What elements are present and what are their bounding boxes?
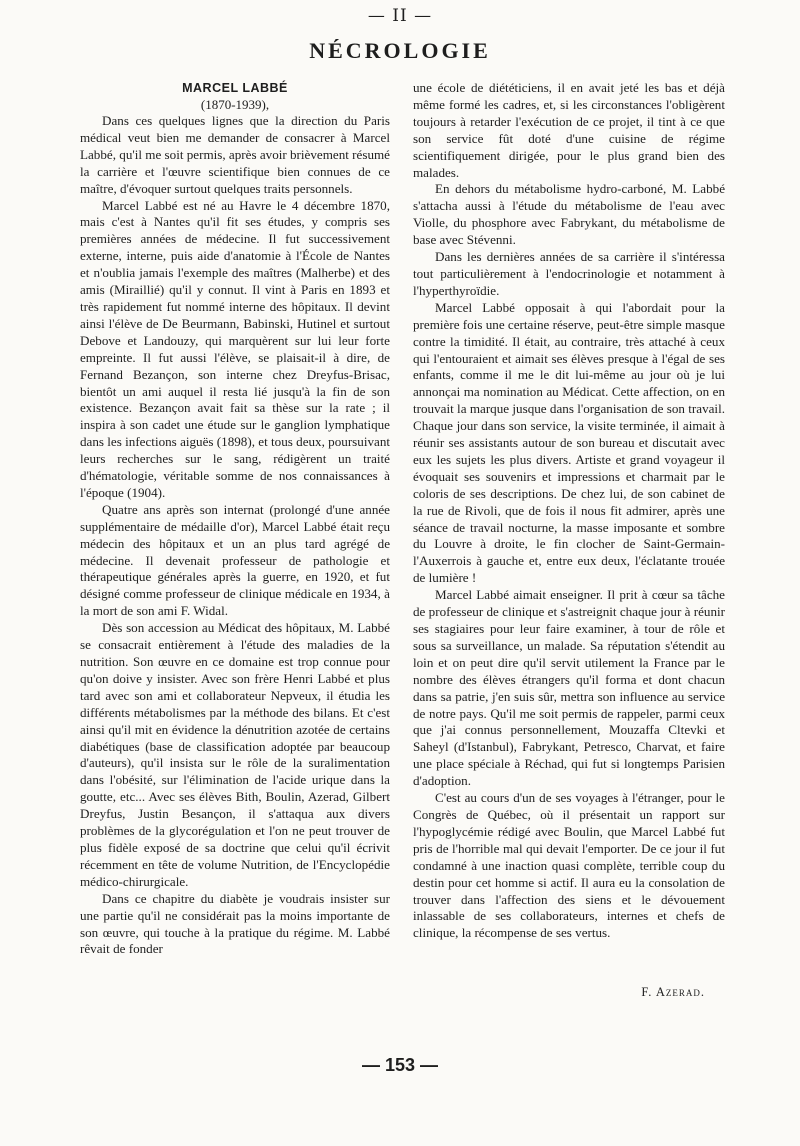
paragraph: C'est au cours d'un de ses voyages à l'étranger, pour le Congrès de Québec, où il présentait un rapport sur l'hypoglycémie rédigé avec Boulin, que Marcel Labbé fut pris de l'horrible mal qui devait l'emporter. De ce jour il fut condamné à une inaction quasi complète, terrible coup du destin pour cet homme si actif. Il aura eu la consolation de trouver dans l'affection des siens et le dévouement inlassable de ses collaborateurs, internes et chefs de clinique, la récompense de ses vertus.: [413, 790, 725, 941]
article-dates: (1870-1939),: [200, 97, 270, 112]
paragraph: Dans les dernières années de sa carrière il s'intéressa tout particulièrement à l'endocrinologie et notamment à l'hyperthyroïdie.: [413, 249, 725, 298]
paragraph: Dès son accession au Médicat des hôpitaux, M. Labbé se consacrait entièrement à l'étude des maladies de la nutrition. Son œuvre en ce domaine est trop connue pour qu'on doive y insister. Avec son frère Henri Labbé et plus tard avec son ami et collaborateur Nepveux, il étudia les différents métabolismes par la méthode des bilans. Et c'est ainsi qu'il mit en évidence la dénutrition azotée de certains diabétiques (base de classification adoptée par beaucoup d'auteurs), qu'il insista sur le rôle de la suralimentation dans l'obésité, sur l'élimination de l'acide urique dans la goutte, etc... Avec ses élèves Bith, Boulin, Azerad, Gilbert Dreyfus, Justin Besançon, il s'attaqua aux divers problèmes de la glycorégulation et l'on ne peut trouver de plus fidèle exposé de sa doctrine que celui qu'il écrivit récemment en tête de volume Nutrition, de l'Encyclopédie médico-chirurgicale.: [80, 620, 390, 889]
right-column: [413, 80, 725, 1001]
paragraph: Marcel Labbé opposait à qui l'abordait pour la première fois une certaine réserve, peut-être simple masque contre la timidité. Il était, au contraire, très attaché à ceux qui l'entouraient et aimait ses élèves presque à l'égal de ses enfants, comme il me le dit lui-même au jour où je lui annonçai ma nomination au Médicat. Cette affection, on en trouvait la marque jusque dans l'organisation de son travail. Chaque jour dans son service, la visite terminée, il aimait à réunir ses assistants autour de son bureau et discutait avec eux les sujets les plus divers. Artiste et grand voyageur il évoquait ses souvenirs et impressions et charmait par le coloris de ses descriptions. De chez lui, de son cabinet de la rue de Rivoli, que de fois il nous fit admirer, après une séance de travail nocturne, la masse imposante et sombre du Louvre à droite, le fin clocher de Saint-Germain-l'Auxerrois à gauche et, entre eux deux, l'éclatante trouée de lumière !: [413, 299, 725, 586]
paragraph: Marcel Labbé est né au Havre le 4 décembre 1870, mais c'est à Nantes qu'il fit ses études, y compris ses premières années de médecine. Il fut successivement externe, interne, puis aide d'anatomie à l'École de Nantes et n'oublia jamais l'exemple des maîtres (Malherbe) et des amis (Miraillié) qu'il y connut. Il vint à Paris en 1893 et très rapidement fut nommé interne des hôpitaux. Il devint ainsi l'élève de De Beurmann, Babinski, Hutinel et surtout Debove et Landouzy, qui marquèrent sur lui leur forte empreinte. Il fut aussi l'élève, se plaisait-il à dire, de Fernand Bezançon, son interne chez Dreyfus-Brisac, bientôt un ami auquel il resta lié jusqu'à la fin de son existence. Bezançon avait fait sa thèse sur la rate ; il inspira à son cadet une étude sur le ganglion lymphatique dans les infections aiguës (1898), et tous deux, poursuivant leurs recherches sur le sang, rédigèrent un traité d'hématologie, véritable somme de nos connaissances à l'époque (1904).: [80, 197, 390, 500]
signature: F. Azerad.: [641, 985, 705, 1000]
article-heading: MARCEL LABBÉ: [182, 81, 288, 95]
page-number-top: — II —: [367, 6, 433, 26]
paragraph: En dehors du métabolisme hydro-carboné, M. Labbé s'attacha aussi à l'étude du métabolisme de l'eau avec Violle, du phosphore avec Fabrykant, du métabolisme de base avec Stévenni.: [413, 181, 725, 248]
page-number-bottom: — 153 —: [361, 1055, 439, 1075]
paragraph: une école de diététiciens, il en avait jeté les bas et déjà même formé les cadres, et, si les circonstances l'obligèrent toujours à retarder l'exécution de ce projet, il tint à ce que son service fût doté d'une cuisine de régime scientifiquement dirigée, pour le plus grand bien des malades.: [413, 80, 725, 180]
paragraph: Dans ces quelques lignes que la direction du Paris médical veut bien me demander de consacrer à Marcel Labbé, qu'il me soit permis, après avoir brièvement résumé la carrière et l'œuvre scientifique bien connues de ce maître, d'évoquer surtout quelques traits personnels.: [80, 113, 390, 196]
paragraph: Marcel Labbé aimait enseigner. Il prit à cœur sa tâche de professeur de clinique et s'astreignit chaque jour à réunir ses stagiaires pour leur faire examiner, à tour de rôle et sous sa surveillance, un malade. Sa réputation s'étendit au loin et on peut dire qu'il servit utilement la France par le nombre des élèves étrangers qu'il forma et dont chacun dans sa patrie, j'en suis sûr, mettra son influence au service de notre pays. Qu'il me soit permis de rappeler, parmi ceux que j'ai connus personnellement, Mouzaffa Cltevki et Saheyl (d'Istanbul), Fabrykant, Petresco, Charvat, et faire une place spéciale à Réchad, qui fut si longtemps Parisien d'adoption.: [413, 587, 725, 789]
paragraph: Quatre ans après son internat (prolongé d'une année supplémentaire de médaille d'or), Marcel Labbé était reçu médecin des hôpitaux et un an plus tard agrégé de médecine. Il devenait professeur de pathologie et thérapeutique générales après la guerre, en 1920, et fut désigné comme professeur de clinique médicale en 1934, à la mort de son ami F. Widal.: [80, 501, 390, 619]
section-title: NÉCROLOGIE: [309, 38, 491, 63]
paragraph: Dans ce chapitre du diabète je voudrais insister sur une partie qu'il ne considérait pas la moins importante de son œuvre, qui touche à la pratique du régime. M. Labbé rêvait de fonder: [80, 890, 390, 957]
left-column: [80, 80, 390, 958]
